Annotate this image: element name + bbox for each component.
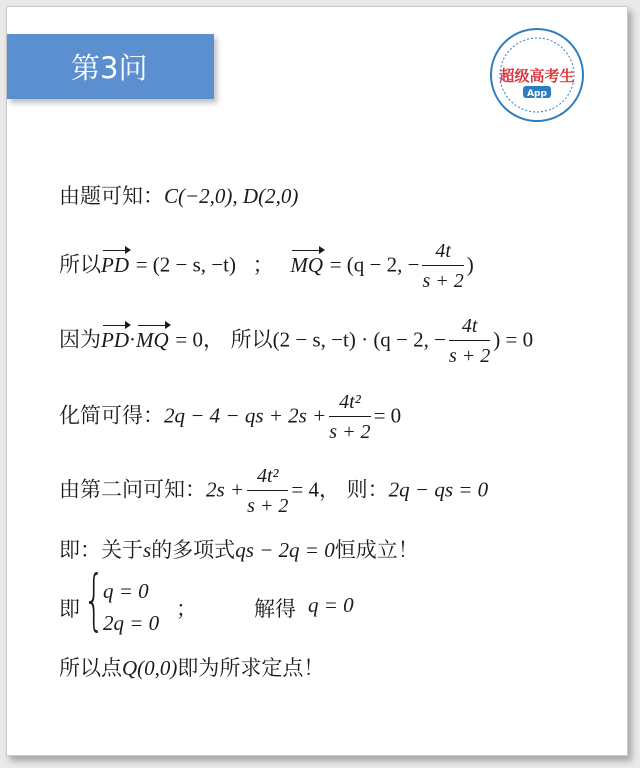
- logo-sub: App: [527, 89, 547, 99]
- l4-math-b: = 0: [373, 403, 402, 428]
- l2-prefix: 所以: [59, 252, 101, 277]
- line-8: [59, 652, 324, 712]
- l5-fraction: [247, 464, 288, 518]
- l2-eq2-a: = (q − 2, −: [329, 252, 420, 277]
- line-4: [59, 390, 401, 450]
- l6-suffix: 恒成立！: [334, 538, 419, 562]
- l2-frac-num: 4t: [422, 239, 463, 266]
- l3-dot: ·: [129, 327, 136, 352]
- l3-math-b: ) = 0: [493, 327, 534, 352]
- solution-card: [6, 6, 628, 756]
- l6-var: s: [143, 538, 152, 562]
- l7-solve: 解得: [254, 597, 296, 621]
- l7-eq2: 2q = 0: [103, 611, 160, 635]
- l8-prefix: 所以点: [59, 656, 122, 680]
- l7-prefix: 即: [59, 597, 80, 621]
- line-3: [59, 314, 533, 374]
- l2-sep: ；: [252, 252, 274, 277]
- l3-eq: = 0，: [175, 327, 224, 352]
- l3-frac-den: s + 2: [449, 345, 491, 367]
- l2-fraction: [422, 239, 463, 293]
- l5-math-c: 2q − qs = 0: [388, 477, 489, 502]
- l3-mid: 所以: [230, 327, 273, 352]
- l3-vec-mq: MQ: [136, 327, 169, 352]
- l3-frac-num: 4t: [449, 314, 490, 341]
- l4-math-a: 2q − 4 − qs + 2s +: [164, 403, 327, 428]
- l1-math: C(−2,0), D(2,0): [164, 184, 299, 208]
- line-2: [59, 239, 474, 299]
- l4-prefix: 化简可得：: [59, 403, 164, 428]
- l7-sep: ；: [176, 597, 197, 621]
- l4-frac-num: 4t²: [329, 390, 370, 417]
- question-tag: [7, 34, 214, 99]
- l3-prefix: 因为: [59, 327, 101, 352]
- l5-frac-den: s + 2: [247, 495, 289, 517]
- system-brace-icon: {: [83, 561, 105, 638]
- app-logo-icon: [489, 27, 585, 123]
- line-5: [59, 464, 488, 524]
- l5-frac-num: 4t²: [247, 464, 288, 491]
- l3-vec-pd: PD: [101, 327, 129, 352]
- l5-mid: 则：: [346, 477, 389, 502]
- l3-math-a: (2 − s, −t) · (q − 2, −: [272, 327, 446, 352]
- l3-fraction: [449, 314, 490, 368]
- l5-math-a: 2s +: [206, 477, 245, 502]
- l8-math: Q(0,0): [122, 656, 178, 680]
- l6-mid: 的多项式: [151, 538, 236, 562]
- l5-math-b: = 4，: [291, 477, 340, 502]
- l8-suffix: 即为所求定点！: [177, 656, 325, 680]
- l2-frac-den: s + 2: [422, 270, 464, 292]
- l6-prefix: 即：关于: [59, 538, 143, 562]
- l2-eq1: = (2 − s, −t): [135, 252, 236, 277]
- l5-prefix: 由第二问可知：: [59, 477, 206, 502]
- question-tag-label: 第3问: [71, 51, 148, 85]
- l2-eq2-b: ): [466, 252, 474, 277]
- l2-vec-pd: PD: [101, 252, 129, 277]
- line-1: [59, 180, 298, 240]
- l6-math: qs − 2q = 0: [235, 538, 335, 562]
- logo-name: 超级高考生: [499, 67, 575, 85]
- l4-frac-den: s + 2: [329, 421, 371, 443]
- l4-fraction: [329, 390, 370, 444]
- line-7: [59, 561, 579, 639]
- l7-result: q = 0: [308, 593, 354, 617]
- l2-vec-mq: MQ: [290, 252, 324, 277]
- l7-eq1: q = 0: [103, 579, 149, 603]
- l1-prefix: 由题可知：: [59, 184, 164, 208]
